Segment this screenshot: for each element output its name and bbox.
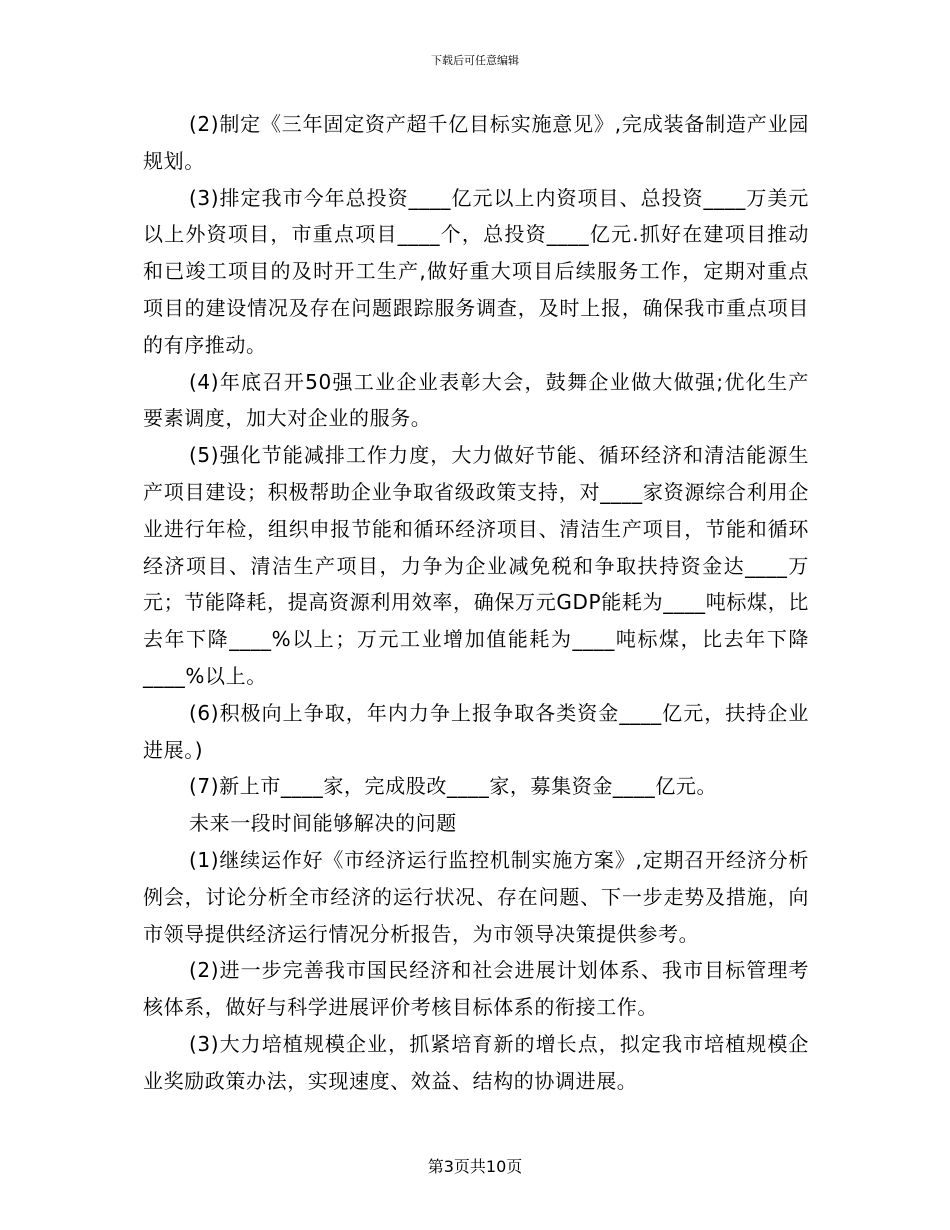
paragraph-item-5: (5)强化节能减排工作力度，大力做好节能、循环经济和清洁能源生产项目建设；积极帮助企业争取省级政策支持，对____家资源综合利用企业进行年检，组织申报节能和循环经济项目、清洁生产项目，节能和循环经济项目、清洁生产项目，力争为企业减免税和争取扶持资金达____万元；节能降耗，提高资源利用效率，确保万元GDP能耗为____吨标煤，比去年下降____%以上；万元工业增加值能耗为____吨标煤，比去年下降____%以上。 xyxy=(143,443,809,688)
paragraph-item-2: (2)制定《三年固定资产超千亿目标实施意见》,完成装备制造产业园规划。 xyxy=(143,112,809,173)
section-heading: 未来一段时间能够解决的问题 xyxy=(189,811,457,836)
paragraph-item-7: (7)新上市____家，完成股改____家，募集资金____亿元。 xyxy=(189,774,718,799)
paragraph-item-3: (3)排定我市今年总投资____亿元以上内资项目、总投资____万美元以上外资项目，市重点项目____个，总投资____亿元.抓好在建项目推动和已竣工项目的及时开工生产,做好重大项目后续服务工作，定期对重点项目的建设情况及存在问题跟踪服务调查，及时上报，确保我市重点项目的有序推动。 xyxy=(143,185,809,357)
document-body xyxy=(143,106,809,1100)
page-header-note: 下载后可任意编辑 xyxy=(431,54,519,67)
problem-item-1: (1)继续运作好《市经济运行监控机制实施方案》,定期召开经济分析例会，讨论分析全市经济的运行状况、存在问题、下一步走势及措施，向市领导提供经济运行情况分析报告，为市领导决策提供参考。 xyxy=(143,847,809,946)
problem-item-2: (2)进一步完善我市国民经济和社会进展计划体系、我市目标管理考核体系，做好与科学进展评价考核目标体系的衔接工作。 xyxy=(143,958,809,1020)
paragraph-item-4: (4)年底召开50强工业企业表彰大会，鼓舞企业做大做强;优化生产要素调度，加大对企业的服务。 xyxy=(143,369,809,431)
problem-item-3: (3)大力培植规模企业，抓紧培育新的增长点，拟定我市培植规模企业奖励政策办法，实现速度、效益、结构的协调进展。 xyxy=(143,1031,809,1093)
page-number: 第3页共10页 xyxy=(427,1157,523,1176)
paragraph-item-6: (6)积极向上争取，年内力争上报争取各类资金____亿元，扶持企业进展。) xyxy=(143,700,809,762)
